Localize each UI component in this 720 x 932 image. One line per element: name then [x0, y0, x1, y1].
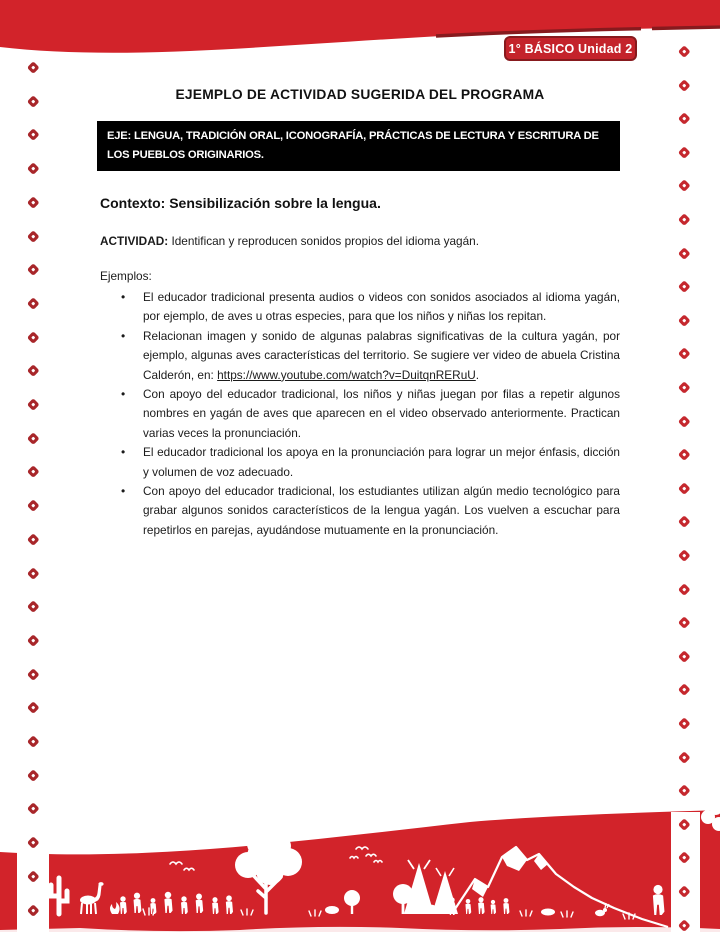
context-text: Sensibilización sobre la lengua. — [169, 195, 381, 211]
page-title: EJEMPLO DE ACTIVIDAD SUGERIDA DEL PROGRAMA — [175, 87, 545, 102]
diamond-ornament — [678, 717, 690, 729]
diamond-ornament — [678, 583, 690, 595]
diamond-ornament — [27, 365, 39, 377]
diamond-ornament — [678, 650, 690, 662]
bullet-icon: • — [121, 290, 126, 304]
examples-list — [100, 288, 620, 540]
diamond-ornament — [27, 466, 39, 478]
diamond-ornament — [678, 348, 690, 360]
bullet-icon: • — [121, 445, 126, 460]
list-item-text: El educador tradicional presenta audios o videos con sonidos asociados al idioma yagán, por ejemplo, de aves u otras especies, para que los niños y niñas los repitan. — [143, 290, 620, 324]
diamond-ornament — [27, 331, 39, 343]
diamond-ornament — [27, 230, 39, 242]
bullet-icon: • — [121, 387, 126, 402]
text-segment: Relacionan imagen y sonido de algunas palabras significativas de la cultura yagán, por ejemplo, algunas aves características del territorio. Se sugiere ver video de abuela Cristina Calderón, en: — [143, 328, 620, 382]
activity-text: Identifican y reproducen sonidos propios del idioma yagán. — [171, 234, 480, 248]
bullet-icon: • — [121, 484, 126, 499]
list-item-text: El educador tradicional los apoya en la pronunciación para lograr un mejor énfasis, dicción y volumen de voz adecuado. — [143, 445, 620, 479]
header-accent-line-right — [652, 27, 720, 28]
activity-line — [100, 232, 620, 251]
diamond-ornament — [27, 162, 39, 174]
diamond-ornament — [27, 432, 39, 444]
diamond-ornament — [27, 600, 39, 612]
diamond-ornament — [27, 634, 39, 646]
text-segment: . — [475, 367, 480, 382]
diamond-ornament — [678, 79, 690, 91]
list-item — [100, 482, 620, 540]
diamond-ornament — [27, 702, 39, 714]
diamond-ornament — [27, 95, 39, 107]
diamond-ornament — [27, 129, 39, 141]
diamond-ornament — [678, 516, 690, 528]
context-label: Contexto: — [100, 195, 166, 211]
activity-label: ACTIVIDAD: — [100, 234, 169, 248]
diamond-ornament — [678, 616, 690, 628]
diamond-ornament — [27, 567, 39, 579]
diamond-ornament — [27, 196, 39, 208]
diamond-ornament — [27, 263, 39, 275]
list-item — [100, 327, 620, 385]
diamond-ornament — [678, 280, 690, 292]
diamond-ornament — [678, 314, 690, 326]
diamond-ornament — [678, 415, 690, 427]
diamond-ornament — [27, 533, 39, 545]
diamond-ornament — [27, 297, 39, 309]
diamond-ornament — [678, 684, 690, 696]
diamond-ornament — [678, 381, 690, 393]
youtube-link[interactable]: https://www.youtube.com/watch?v=DuitqnRERuU — [217, 367, 476, 382]
list-item — [100, 288, 620, 327]
diamond-ornament — [678, 448, 690, 460]
list-item-text — [143, 329, 620, 382]
diamond-ornament — [678, 112, 690, 124]
list-item-text: Con apoyo del educador tradicional, los niños y niñas juegan por filas a repetir algunos nombres en yagán de aves que aparecen en el video observado anteriormente. Practican varias veces la pronunciación. — [143, 387, 620, 440]
list-item — [100, 443, 620, 482]
bullet-icon: • — [121, 328, 126, 343]
diamond-ornament — [678, 482, 690, 494]
diamond-ornament — [678, 549, 690, 561]
diamond-ornament — [678, 146, 690, 158]
diamond-ornament — [27, 668, 39, 680]
diamond-ornament — [27, 735, 39, 747]
diamond-ornament — [678, 180, 690, 192]
list-item-text: Con apoyo del educador tradicional, los estudiantes utilizan algún medio tecnológico para grabar algunos sonidos característicos de la lengua yagán. Los vuelven a escuchar para repetirlos en parejas, ayudándose mutuamente en la pronunciación. — [143, 484, 620, 537]
diamond-ornament — [678, 247, 690, 259]
unit-badge: 1° BÁSICO Unidad 2 — [504, 36, 637, 61]
footer-artwork — [0, 757, 720, 932]
diamond-ornament — [27, 499, 39, 511]
examples-heading: Ejemplos: — [100, 269, 152, 283]
eje-banner: EJE: LENGUA, TRADICIÓN ORAL, ICONOGRAFÍA, PRÁCTICAS DE LECTURA Y ESCRITURA DE LOS PUEBLOS ORIGINARIOS. — [97, 121, 620, 171]
list-item — [100, 385, 620, 443]
diamond-ornament — [27, 398, 39, 410]
diamond-ornament — [678, 213, 690, 225]
context-heading — [100, 195, 381, 211]
